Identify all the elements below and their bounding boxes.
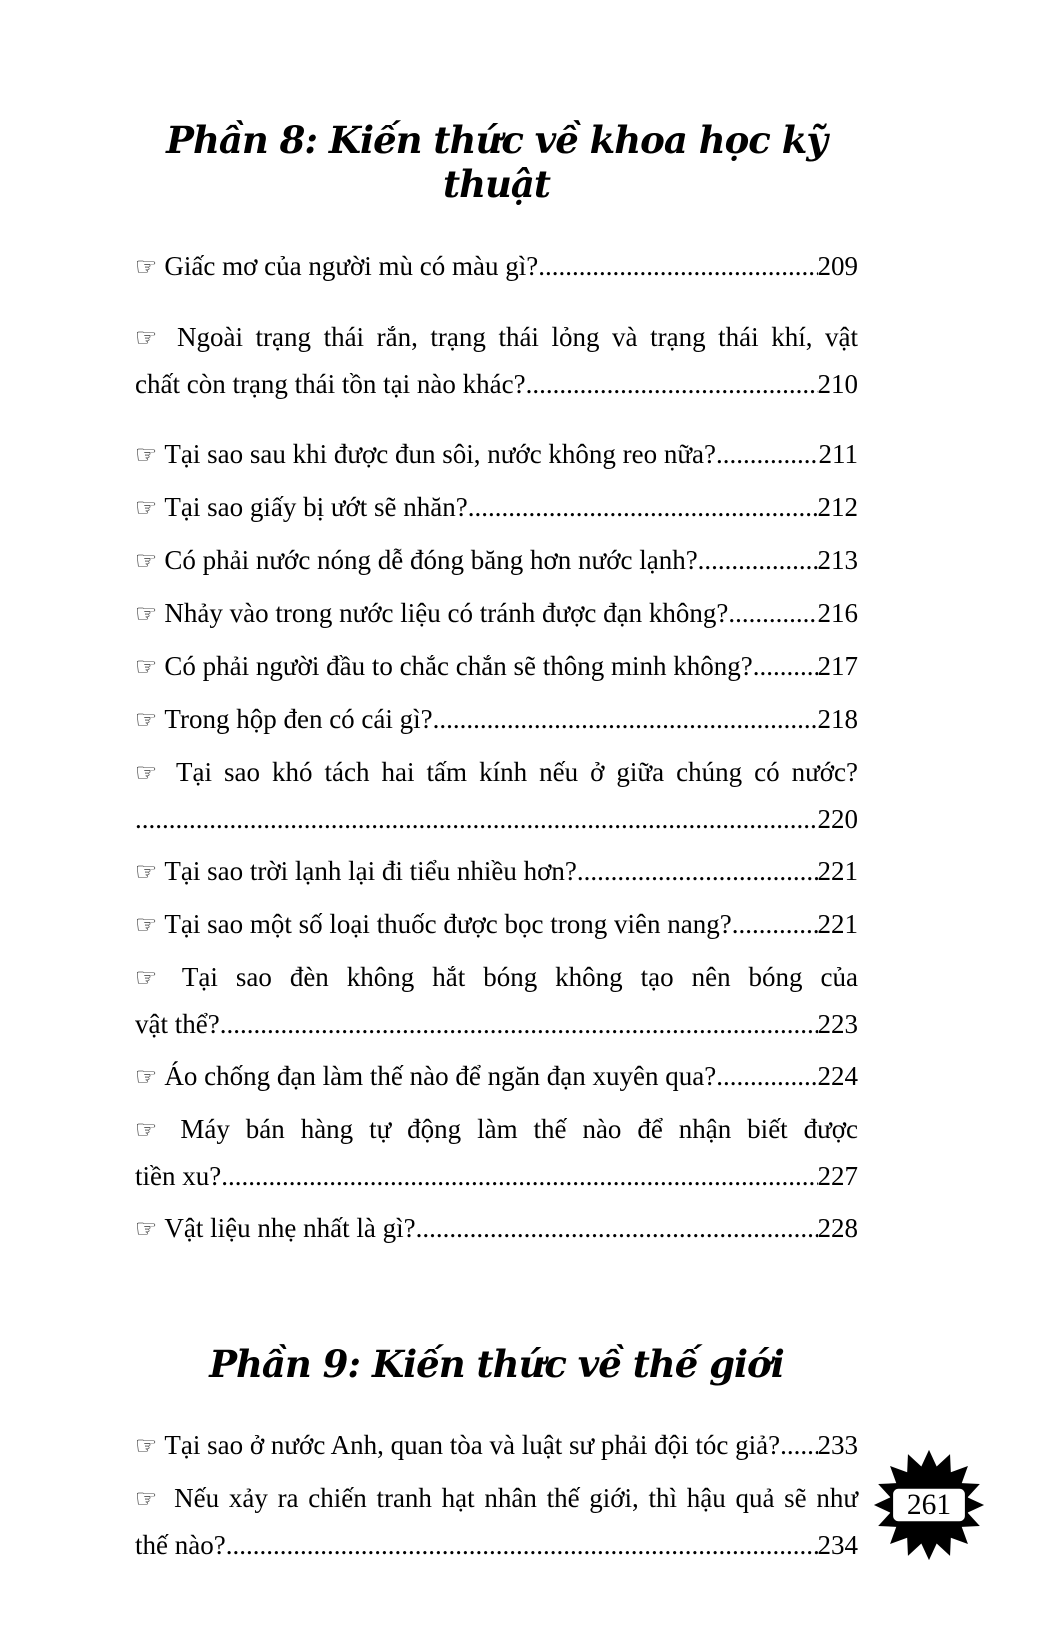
toc-part8 <box>135 243 858 1252</box>
toc-entry-line <box>135 848 858 895</box>
entry-text: Nếu xảy ra chiến tranh hạt nhân thế giới, thì hậu quả sẽ như <box>174 1483 859 1514</box>
pointing-hand-icon: ☞ <box>135 757 158 787</box>
toc-entry-line <box>135 1106 858 1153</box>
entry-text: Tại sao khó tách hai tấm kính nếu ở giữa chúng có nước? <box>175 756 858 787</box>
entry-question <box>135 848 577 895</box>
dots-leader <box>226 1522 818 1568</box>
toc-entry-line <box>135 1475 858 1522</box>
toc-entry-line <box>135 696 858 743</box>
entry-page-number: 223 <box>817 1008 858 1039</box>
toc-entry <box>135 431 858 478</box>
dots-leader <box>135 796 818 842</box>
toc-entry <box>135 1205 858 1252</box>
entry-text: Tại sao đèn không hắt bóng không tạo nên bóng của <box>181 961 858 992</box>
dots-leader <box>698 537 818 583</box>
toc-entry-line <box>135 361 858 407</box>
entry-text: Trong hộp đen có cái gì? <box>164 703 433 734</box>
toc-entry-line <box>135 431 858 478</box>
entry-question <box>135 1422 780 1469</box>
toc-entry <box>135 1106 858 1199</box>
toc-entry <box>135 696 858 743</box>
toc-entry <box>135 590 858 637</box>
pointing-hand-icon: ☞ <box>135 598 158 628</box>
toc-entry <box>135 1422 858 1469</box>
toc-entry-line <box>135 1422 858 1469</box>
pointing-hand-icon: ☞ <box>135 909 158 939</box>
entry-page-number: 217 <box>817 650 858 681</box>
entry-page-number: 221 <box>817 908 858 939</box>
entry-text-tail: tiền xu? <box>135 1160 222 1191</box>
dots-leader <box>433 696 818 742</box>
entry-text: Tại sao sau khi được đun sôi, nước không reo nữa? <box>164 438 717 469</box>
entry-text-tail: vật thể? <box>135 1008 220 1039</box>
footer-page-number: 261 <box>906 1488 952 1521</box>
entry-text: Giấc mơ của người mù có màu gì? <box>164 250 539 281</box>
entry-text: Nhảy vào trong nước liệu có tránh được đạn không? <box>164 597 729 628</box>
entry-text-tail: thế nào? <box>135 1530 226 1561</box>
toc-entry <box>135 848 858 895</box>
entry-text: Ngoài trạng thái rắn, trạng thái lỏng và trạng thái khí, vật <box>176 321 858 352</box>
toc-entry-line <box>135 1053 858 1100</box>
toc-entry <box>135 643 858 690</box>
toc-entry-line <box>135 243 858 290</box>
toc-entry-line <box>135 796 858 842</box>
toc-entry-line <box>135 1522 858 1568</box>
entry-question <box>135 1522 226 1568</box>
entry-question <box>135 1205 416 1252</box>
pointing-hand-icon: ☞ <box>135 545 158 575</box>
pointing-hand-icon: ☞ <box>135 1213 158 1243</box>
page-number-badge <box>870 1446 988 1564</box>
entry-page-number: 220 <box>817 803 858 834</box>
pointing-hand-icon: ☞ <box>135 1061 158 1091</box>
entry-text: Có phải nước nóng dễ đóng băng hơn nước lạnh? <box>164 544 698 575</box>
toc-entry <box>135 484 858 531</box>
entry-text: Máy bán hàng tự động làm thế nào để nhận biết được <box>180 1113 859 1144</box>
toc-entry-line <box>135 590 858 637</box>
pointing-hand-icon: ☞ <box>135 962 158 992</box>
dots-leader <box>780 1422 817 1468</box>
pointing-hand-icon: ☞ <box>135 439 158 469</box>
toc-entry-line <box>135 749 858 796</box>
dots-leader <box>220 1001 818 1047</box>
dots-leader <box>716 431 818 477</box>
toc-entry <box>135 954 858 1047</box>
pointing-hand-icon: ☞ <box>135 651 158 681</box>
entry-page-number: 216 <box>817 597 858 628</box>
toc-entry-line <box>135 954 858 1001</box>
entry-text: Tại sao giấy bị ướt sẽ nhăn? <box>164 491 468 522</box>
toc-entry <box>135 1475 858 1568</box>
dots-leader <box>416 1205 818 1251</box>
section-title-part9: Phần 9: Kiến thức về thế giới <box>209 1341 784 1386</box>
entry-page-number: 212 <box>817 491 858 522</box>
entry-question <box>135 696 433 743</box>
entry-page-number: 211 <box>818 438 858 469</box>
toc-entry-line <box>135 537 858 584</box>
entry-text: Tại sao một số loại thuốc được bọc trong viên nang? <box>164 908 732 939</box>
entry-text: Vật liệu nhẹ nhất là gì? <box>164 1212 416 1243</box>
entry-question <box>135 1153 221 1199</box>
entry-page-number: 228 <box>817 1212 858 1243</box>
toc-entry <box>135 1053 858 1100</box>
dots-leader <box>526 361 818 407</box>
section-title-part8: Phần 8: Kiến thức về khoa học kỹ thuật <box>166 118 827 207</box>
entry-page-number: 218 <box>817 703 858 734</box>
toc-entry-line <box>135 1001 858 1047</box>
dots-leader <box>221 1153 817 1199</box>
dots-leader <box>538 243 817 289</box>
entry-question <box>135 1053 716 1100</box>
toc-entry <box>135 314 858 407</box>
entry-page-number: 209 <box>817 250 858 281</box>
pointing-hand-icon: ☞ <box>135 704 158 734</box>
pointing-hand-icon: ☞ <box>135 492 158 522</box>
entry-question <box>135 537 698 584</box>
dots-leader <box>732 901 818 947</box>
dots-leader <box>577 848 818 894</box>
toc-entry <box>135 901 858 948</box>
dots-leader <box>468 484 818 530</box>
pointing-hand-icon: ☞ <box>135 1484 158 1514</box>
toc-entry-line <box>135 901 858 948</box>
entry-question <box>135 243 538 290</box>
toc-entry <box>135 537 858 584</box>
entry-page-number: 227 <box>817 1160 858 1191</box>
toc-entry-line <box>135 643 858 690</box>
toc-entry-line <box>135 1205 858 1252</box>
toc-entry <box>135 749 858 842</box>
entry-question <box>135 901 732 948</box>
starburst-icon <box>870 1446 988 1564</box>
entry-text: Áo chống đạn làm thế nào để ngăn đạn xuyên qua? <box>164 1060 717 1091</box>
pointing-hand-icon: ☞ <box>135 1114 158 1144</box>
pointing-hand-icon: ☞ <box>135 856 158 886</box>
entry-text: Có phải người đầu to chắc chắn sẽ thông minh không? <box>164 650 753 681</box>
toc-entry-line <box>135 314 858 361</box>
dots-leader <box>753 643 818 689</box>
entry-question <box>135 643 753 690</box>
entry-text-tail: chất còn trạng thái tồn tại nào khác? <box>135 368 526 399</box>
toc-entry-line <box>135 1153 858 1199</box>
entry-question <box>135 590 728 637</box>
entry-page-number: 224 <box>817 1060 858 1091</box>
dots-leader <box>716 1053 817 1099</box>
entry-page-number: 210 <box>817 368 858 399</box>
entry-page-number: 234 <box>817 1530 858 1561</box>
entry-page-number: 221 <box>817 855 858 886</box>
entry-page-number: 213 <box>817 544 858 575</box>
dots-leader <box>728 590 817 636</box>
entry-question <box>135 484 468 531</box>
entry-text: Tại sao trời lạnh lại đi tiểu nhiều hơn? <box>164 855 577 886</box>
pointing-hand-icon: ☞ <box>135 251 158 281</box>
toc-part9 <box>135 1422 858 1568</box>
entry-question <box>135 431 716 478</box>
toc-entry <box>135 243 858 290</box>
pointing-hand-icon: ☞ <box>135 322 158 352</box>
entry-page-number: 233 <box>817 1430 858 1461</box>
entry-text: Tại sao ở nước Anh, quan tòa và luật sư phải đội tóc giả? <box>164 1430 781 1461</box>
pointing-hand-icon: ☞ <box>135 1431 158 1461</box>
toc-entry-line <box>135 484 858 531</box>
entry-question <box>135 361 526 407</box>
entry-question <box>135 1001 220 1047</box>
